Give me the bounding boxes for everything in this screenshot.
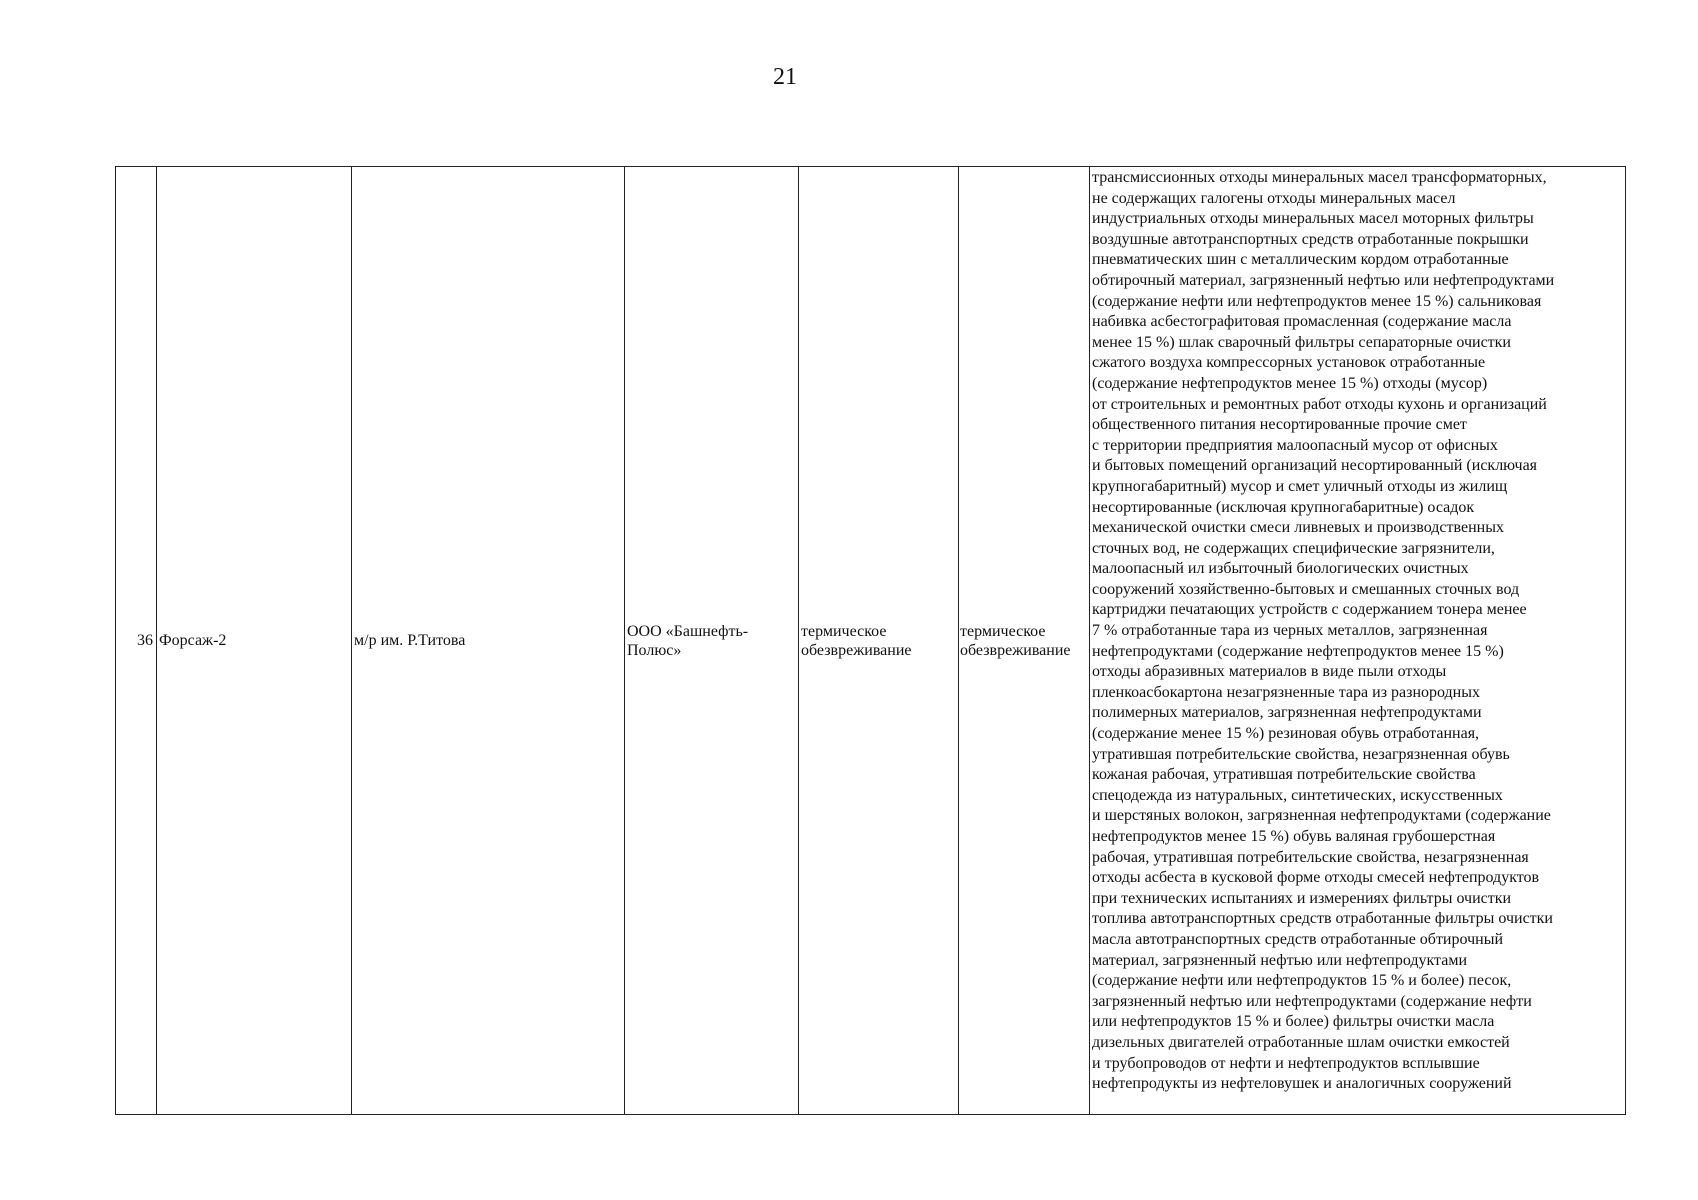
- treatment-method-secondary: термическое обезвреживание: [960, 622, 1071, 659]
- waste-list: [1092, 168, 1625, 1095]
- waste-list-line: (содержание менее 15 %) резиновая обувь отработанная,: [1092, 725, 1480, 743]
- waste-list-cell: [1090, 167, 1626, 1115]
- location: м/р им. Р.Титова: [354, 632, 466, 649]
- waste-list-line: или нефтепродуктов 15 % и более) фильтры очистки масла: [1092, 1013, 1495, 1031]
- facility-name-cell: [157, 167, 352, 1115]
- waste-list-line: индустриальных отходы минеральных масел моторных фильтры: [1092, 210, 1534, 228]
- waste-list-line: сооружений хозяйственно-бытовых и смешанных сточных вод: [1092, 580, 1520, 598]
- waste-list-line: нефтепродуктов менее 15 %) обувь валяная грубошерстная: [1092, 828, 1496, 845]
- organization: ООО «Башнефть-Полюс»: [627, 622, 749, 659]
- waste-list-line: дизельных двигателей отработанные шлам очистки емкостей: [1092, 1033, 1510, 1051]
- waste-list-line: сточных вод, не содержащих специфические загрязнители,: [1092, 539, 1495, 557]
- waste-list-line: от строительных и ремонтных работ отходы кухонь и организаций: [1092, 395, 1547, 413]
- waste-list-line: воздушные автотранспортных средств отработанные покрышки: [1092, 230, 1529, 248]
- waste-list-line: (содержание нефтепродуктов менее 15 %) отходы (мусор): [1092, 374, 1488, 392]
- waste-list-line: загрязненный нефтью или нефтепродуктами (содержание нефти: [1092, 992, 1532, 1010]
- waste-list-line: крупногабаритный) мусор и смет уличный отходы из жилищ: [1092, 477, 1508, 495]
- waste-list-line: несортированные (исключая крупногабаритные) осадок: [1092, 498, 1475, 516]
- page-number: 21: [773, 64, 797, 90]
- waste-list-line: 7 % отработанные тара из черных металлов, загрязненная: [1092, 622, 1488, 640]
- waste-list-line: пневматических шин с металлическим кордом отработанные: [1092, 251, 1509, 269]
- waste-list-line: малоопасный ил избыточный биологических очистных: [1092, 560, 1469, 578]
- waste-list-line: (содержание нефти или нефтепродуктов менее 15 %) сальниковая: [1092, 292, 1542, 310]
- waste-list-line: и трубопроводов от нефти и нефтепродуктов всплывшие: [1092, 1054, 1480, 1072]
- waste-list-line: отходы абразивных материалов в виде пыли отходы: [1092, 663, 1447, 681]
- waste-list-line: топлива автотранспортных средств отработанные фильтры очистки: [1092, 910, 1553, 928]
- treatment-method-secondary-cell: [959, 167, 1090, 1115]
- waste-list-line: с территории предприятия малоопасный мусор от офисных: [1092, 436, 1498, 454]
- waste-facility-table: [115, 166, 1626, 1115]
- waste-list-line: набивка асбестографитовая промасленная (содержание масла: [1092, 313, 1512, 331]
- waste-list-line: полимерных материалов, загрязненная нефтепродуктами: [1092, 704, 1482, 722]
- waste-list-line: нефтепродукты из нефтеловушек и аналогичных сооружений: [1092, 1075, 1512, 1093]
- waste-list-line: и бытовых помещений организаций несортированный (исключая: [1092, 457, 1538, 475]
- waste-list-line: менее 15 %) шлак сварочный фильтры сепараторные очистки: [1092, 333, 1511, 351]
- treatment-method: термическое обезвреживание: [801, 622, 912, 659]
- waste-list-line: не содержащих галогены отходы минеральных масел: [1092, 189, 1456, 207]
- waste-list-line: материал, загрязненный нефтью или нефтепродуктами: [1092, 951, 1468, 969]
- waste-list-line: спецодежда из натуральных, синтетических, искусственных: [1092, 786, 1503, 804]
- row-number-cell: [116, 167, 157, 1115]
- waste-list-line: трансмиссионных отходы минеральных масел трансформаторных,: [1092, 169, 1547, 186]
- waste-list-line: сжатого воздуха компрессорных установок отработанные: [1092, 354, 1486, 372]
- row-number: 36: [137, 632, 153, 649]
- waste-list-line: нефтепродуктами (содержание нефтепродуктов менее 15 %): [1092, 642, 1504, 660]
- waste-list-line: утратившая потребительские свойства, незагрязненная обувь: [1092, 745, 1510, 763]
- location-cell: [352, 167, 625, 1115]
- facility-name: Форсаж-2: [159, 632, 227, 649]
- waste-list-line: масла автотранспортных средств отработанные обтирочный: [1092, 930, 1503, 948]
- waste-list-line: отходы асбеста в кусковой форме отходы смесей нефтепродуктов: [1092, 869, 1540, 887]
- treatment-method-cell: [799, 167, 959, 1115]
- organization-cell: [625, 167, 799, 1115]
- table-row: [116, 167, 1626, 1115]
- waste-list-line: (содержание нефти или нефтепродуктов 15 % и более) песок,: [1092, 972, 1512, 990]
- waste-list-line: механической очистки смеси ливневых и производственных: [1092, 519, 1504, 537]
- waste-list-line: обтирочный материал, загрязненный нефтью или нефтепродуктами: [1092, 271, 1555, 289]
- waste-list-line: и шерстяных волокон, загрязненная нефтепродуктами (содержание: [1092, 807, 1551, 825]
- waste-list-line: при технических испытаниях и измерениях фильтры очистки: [1092, 889, 1512, 907]
- waste-list-line: пленкоасбокартона незагрязненные тара из разнородных: [1092, 683, 1480, 701]
- waste-list-line: рабочая, утратившая потребительские свойства, незагрязненная: [1092, 848, 1529, 866]
- waste-list-line: картриджи печатающих устройств с содержанием тонера менее: [1092, 601, 1527, 619]
- waste-list-line: кожаная рабочая, утратившая потребительские свойства: [1092, 766, 1476, 784]
- waste-list-line: общественного питания несортированные прочие смет: [1092, 416, 1467, 434]
